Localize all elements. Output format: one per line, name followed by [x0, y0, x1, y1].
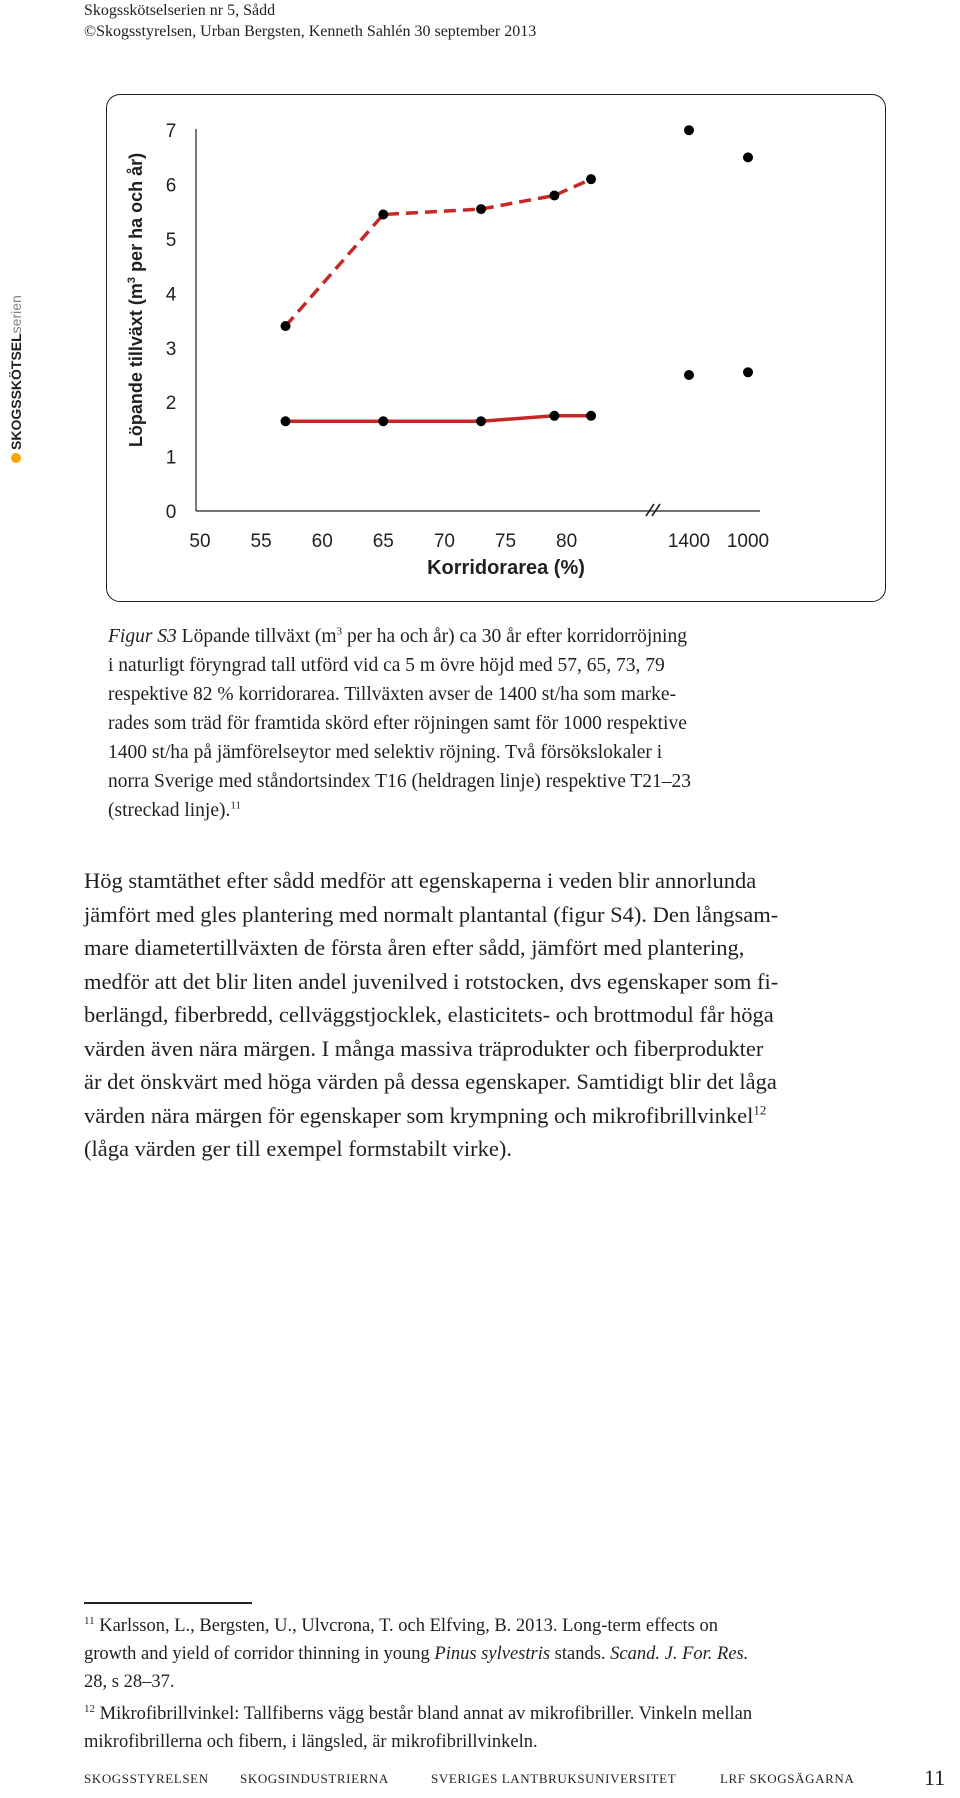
- y-tick-label: 6: [165, 175, 177, 197]
- data-point: [549, 190, 559, 200]
- page-footer: [84, 1767, 946, 1791]
- body-paragraph: Hög stamtäthet efter sådd medför att egenskaperna i veden blir annorlunda jämfört med gles plantering med normalt plantantal (figur S4). Den långsam- mare diametertillväxten de första åren efter sådd, jämfört med plantering, medför att det blir liten andel juvenilved i rotstocken, dvs egenskaper som fi- berlängd, fiberbredd, cellväggstjocklek, elasticitets- och brottmodul får höga värden även nära märgen. I många massiva träprodukter och fiberprodukter är det önskvärt med höga värden på dessa egenskaper. Samtidigt blir det låga värden nära märgen för egenskaper som krympning och mikrofibrillvinkel$^{12}$ (låga värden ger till exempel formstabilt virke).: [84, 868, 779, 1161]
- x-tick-label: 65: [372, 531, 394, 552]
- x-tick-label: 70: [433, 531, 455, 552]
- y-axis-label: Löpande tillväxt ($m^3$ per ha och år): [126, 152, 146, 448]
- y-tick-label: 2: [165, 393, 177, 415]
- data-point: [378, 210, 388, 220]
- x-tick-label: 1000: [726, 531, 770, 552]
- x-tick-label: 80: [556, 531, 578, 552]
- series-title: Skogsskötselserien nr 5, Sådd: [84, 2, 276, 19]
- x-tick-label: 50: [189, 531, 211, 552]
- growth-chart: [0, 0, 960, 620]
- footer-org-slu: SVERIGES LANTBRUKSUNIVERSITET: [431, 1771, 677, 1786]
- data-point: [586, 174, 596, 184]
- x-tick-label: 1400: [667, 531, 711, 552]
- footer-org-skogsindustrierna: SKOGSINDUSTRIERNA: [240, 1771, 389, 1786]
- brand-bold-text: SKOGSSKÖTSEL: [8, 333, 24, 450]
- series-line-dashed: [286, 179, 591, 326]
- data-point: [281, 321, 291, 331]
- data-point: [586, 411, 596, 421]
- data-point: [476, 416, 486, 426]
- x-axis-label: Korridorarea (%): [427, 557, 585, 579]
- brand-light-text: serien: [8, 295, 24, 334]
- data-point: [684, 125, 694, 135]
- page-number: 11: [924, 1765, 946, 1790]
- x-tick-label: 60: [311, 531, 333, 552]
- footnote-ref-11[interactable]: 11: [230, 799, 241, 812]
- data-point: [281, 416, 291, 426]
- copyright-line: ©Skogsstyrelsen, Urban Bergsten, Kenneth Sahlén 30 september 2013: [84, 23, 537, 40]
- y-tick-label: 0: [165, 502, 177, 523]
- data-point: [549, 411, 559, 421]
- y-tick-label: 3: [165, 338, 177, 360]
- data-point: [743, 367, 753, 377]
- x-tick-label: 75: [494, 531, 517, 552]
- figure-caption: Figur S3 Löpande tillväxt ($m^3$ per ha och år) ca 30 år efter korridorröjning i naturligt föryngrad tall utförd vid ca 5 m övre höjd med 57, 65, 73, 79 respektive 82 % korridorarea. Tillväxten avser de 1400 st/ha som marke- rades som träd för framtida skörd efter röjningen samt för 1000 respektive 1400 st/ha på jämförelseytor med selektiv röjning. Två försökslokaler i norra Sverige med ståndortsindex T16 (heldragen linje) respektive T21–23 (streckad linje).$^{11}$: [108, 625, 692, 821]
- figure-label: Figur S3: [108, 626, 177, 647]
- data-point: [684, 370, 694, 380]
- x-axis-break: [646, 504, 660, 516]
- y-tick-label: 1: [165, 447, 177, 469]
- x-tick-label: 55: [250, 531, 272, 552]
- footer-org-lrf: LRF SKOGSÄGARNA: [720, 1771, 855, 1786]
- footnote-12: $^{12}$ Mikrofibrillvinkel: Tallfiberns vägg består bland annat av mikrofibriller. Vinkeln mellan mikrofibrillerna och fibern, i längsled, är mikrofibrillvinkeln.: [84, 1702, 753, 1752]
- footer-org-skogsstyrelsen: SKOGSSTYRELSEN: [84, 1771, 209, 1786]
- y-tick-label: 7: [165, 121, 177, 143]
- data-point: [743, 152, 753, 162]
- series-line-solid: [286, 416, 591, 421]
- footnote-divider: [84, 1602, 252, 1604]
- footnote-ref-12[interactable]: 12: [753, 1102, 767, 1117]
- data-point: [378, 416, 388, 426]
- y-tick-label: 4: [165, 284, 177, 306]
- y-tick-label: 5: [165, 230, 177, 251]
- data-point: [476, 204, 486, 214]
- footnote-11: $^{11}$ Karlsson, L., Bergsten, U., Ulvcrona, T. och Elfving, B. 2013. Long-term effects on growth and yield of corridor thinning in young Pinus sylvestris stands. Scand. J. For. Res. 28, s 28–37.: [84, 1614, 749, 1692]
